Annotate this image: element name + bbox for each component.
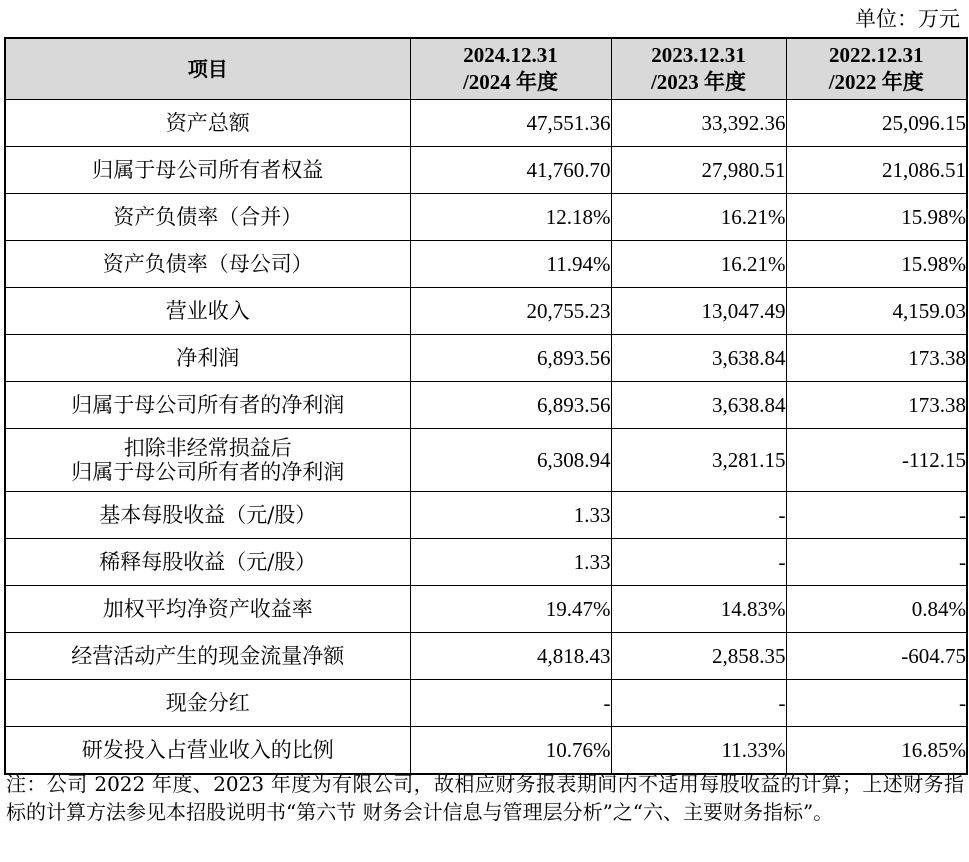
- table-row: [5, 586, 967, 633]
- value-2022: -604.75: [786, 633, 967, 680]
- table-row: [5, 100, 967, 147]
- value-2022: -: [786, 539, 967, 586]
- table-row: [5, 288, 967, 335]
- unit-label: 单位：万元: [855, 7, 960, 31]
- row-label: 基本每股收益（元/股）: [5, 492, 410, 539]
- header-2022-year: /2022 年度: [828, 70, 924, 94]
- value-2024: 11.94%: [410, 241, 611, 288]
- row-label: 现金分红: [5, 680, 410, 727]
- value-2023: 16.21%: [611, 194, 786, 241]
- value-2022: 15.98%: [786, 194, 967, 241]
- value-2024: 6,893.56: [410, 382, 611, 429]
- value-2023: 3,638.84: [611, 335, 786, 382]
- row-label: 资产总额: [5, 100, 410, 147]
- header-2023-date: 2023.12.31: [651, 43, 746, 67]
- value-2023: 2,858.35: [611, 633, 786, 680]
- header-item: 项目: [5, 38, 410, 100]
- value-2022: 15.98%: [786, 241, 967, 288]
- value-2023: 27,980.51: [611, 147, 786, 194]
- value-2022: 4,159.03: [786, 288, 967, 335]
- value-2024: 1.33: [410, 492, 611, 539]
- value-2023: 3,638.84: [611, 382, 786, 429]
- table-row: [5, 539, 967, 586]
- header-row: [5, 38, 967, 100]
- table-row: [5, 194, 967, 241]
- row-label: 归属于母公司所有者的净利润: [5, 382, 410, 429]
- footnote: 注：公司 2022 年度、2023 年度为有限公司，故相应财务报表期间内不适用每股收益的计算；上述财务指标的计算方法参见本招股说明书“第六节 财务会计信息与管理层分析”之“六、主要财务指标”。: [6, 772, 964, 824]
- header-2024-year: /2024 年度: [462, 70, 559, 94]
- header-2024-date: 2024.12.31: [463, 43, 558, 67]
- header-2023: [611, 38, 786, 100]
- value-2023: 33,392.36: [611, 100, 786, 147]
- value-2022: 16.85%: [786, 727, 967, 775]
- row-label: 研发投入占营业收入的比例: [5, 727, 410, 775]
- value-2024: 41,760.70: [410, 147, 611, 194]
- table-row: [5, 633, 967, 680]
- value-2024: -: [410, 680, 611, 727]
- table-row: [5, 492, 967, 539]
- table-row: [5, 680, 967, 727]
- value-2024: 20,755.23: [410, 288, 611, 335]
- table-row: [5, 727, 967, 775]
- value-2023: 11.33%: [611, 727, 786, 775]
- row-label: 归属于母公司所有者权益: [5, 147, 410, 194]
- value-2022: -112.15: [786, 429, 967, 492]
- row-label: 稀释每股收益（元/股）: [5, 539, 410, 586]
- value-2022: 25,096.15: [786, 100, 967, 147]
- header-2022: [786, 38, 967, 100]
- header-2022-date: 2022.12.31: [829, 43, 924, 67]
- table-row: [5, 382, 967, 429]
- header-2024: [410, 38, 611, 100]
- financial-indicators-table: [4, 37, 968, 775]
- value-2023: -: [611, 680, 786, 727]
- value-2023: 3,281.15: [611, 429, 786, 492]
- value-2022: -: [786, 492, 967, 539]
- row-label: [5, 429, 410, 492]
- row-label: 净利润: [5, 335, 410, 382]
- value-2023: 14.83%: [611, 586, 786, 633]
- row-label-line2: 归属于母公司所有者的净利润: [71, 460, 345, 484]
- value-2022: 173.38: [786, 382, 967, 429]
- row-label: 资产负债率（母公司）: [5, 241, 410, 288]
- table-row: [5, 241, 967, 288]
- header-2023-year: /2023 年度: [650, 70, 747, 94]
- value-2024: 1.33: [410, 539, 611, 586]
- value-2023: -: [611, 539, 786, 586]
- value-2023: 16.21%: [611, 241, 786, 288]
- value-2024: 10.76%: [410, 727, 611, 775]
- value-2024: 12.18%: [410, 194, 611, 241]
- value-2024: 6,893.56: [410, 335, 611, 382]
- table-row: [5, 335, 967, 382]
- value-2024: 6,308.94: [410, 429, 611, 492]
- value-2022: 21,086.51: [786, 147, 967, 194]
- table-row: [5, 429, 967, 492]
- value-2023: 13,047.49: [611, 288, 786, 335]
- value-2022: 0.84%: [786, 586, 967, 633]
- row-label: 加权平均净资产收益率: [5, 586, 410, 633]
- row-label-line1: 扣除非经常损益后: [123, 436, 292, 460]
- value-2022: 173.38: [786, 335, 967, 382]
- row-label: 经营活动产生的现金流量净额: [5, 633, 410, 680]
- value-2024: 47,551.36: [410, 100, 611, 147]
- value-2022: -: [786, 680, 967, 727]
- value-2024: 4,818.43: [410, 633, 611, 680]
- value-2023: -: [611, 492, 786, 539]
- row-label: 资产负债率（合并）: [5, 194, 410, 241]
- value-2024: 19.47%: [410, 586, 611, 633]
- table-row: [5, 147, 967, 194]
- row-label: 营业收入: [5, 288, 410, 335]
